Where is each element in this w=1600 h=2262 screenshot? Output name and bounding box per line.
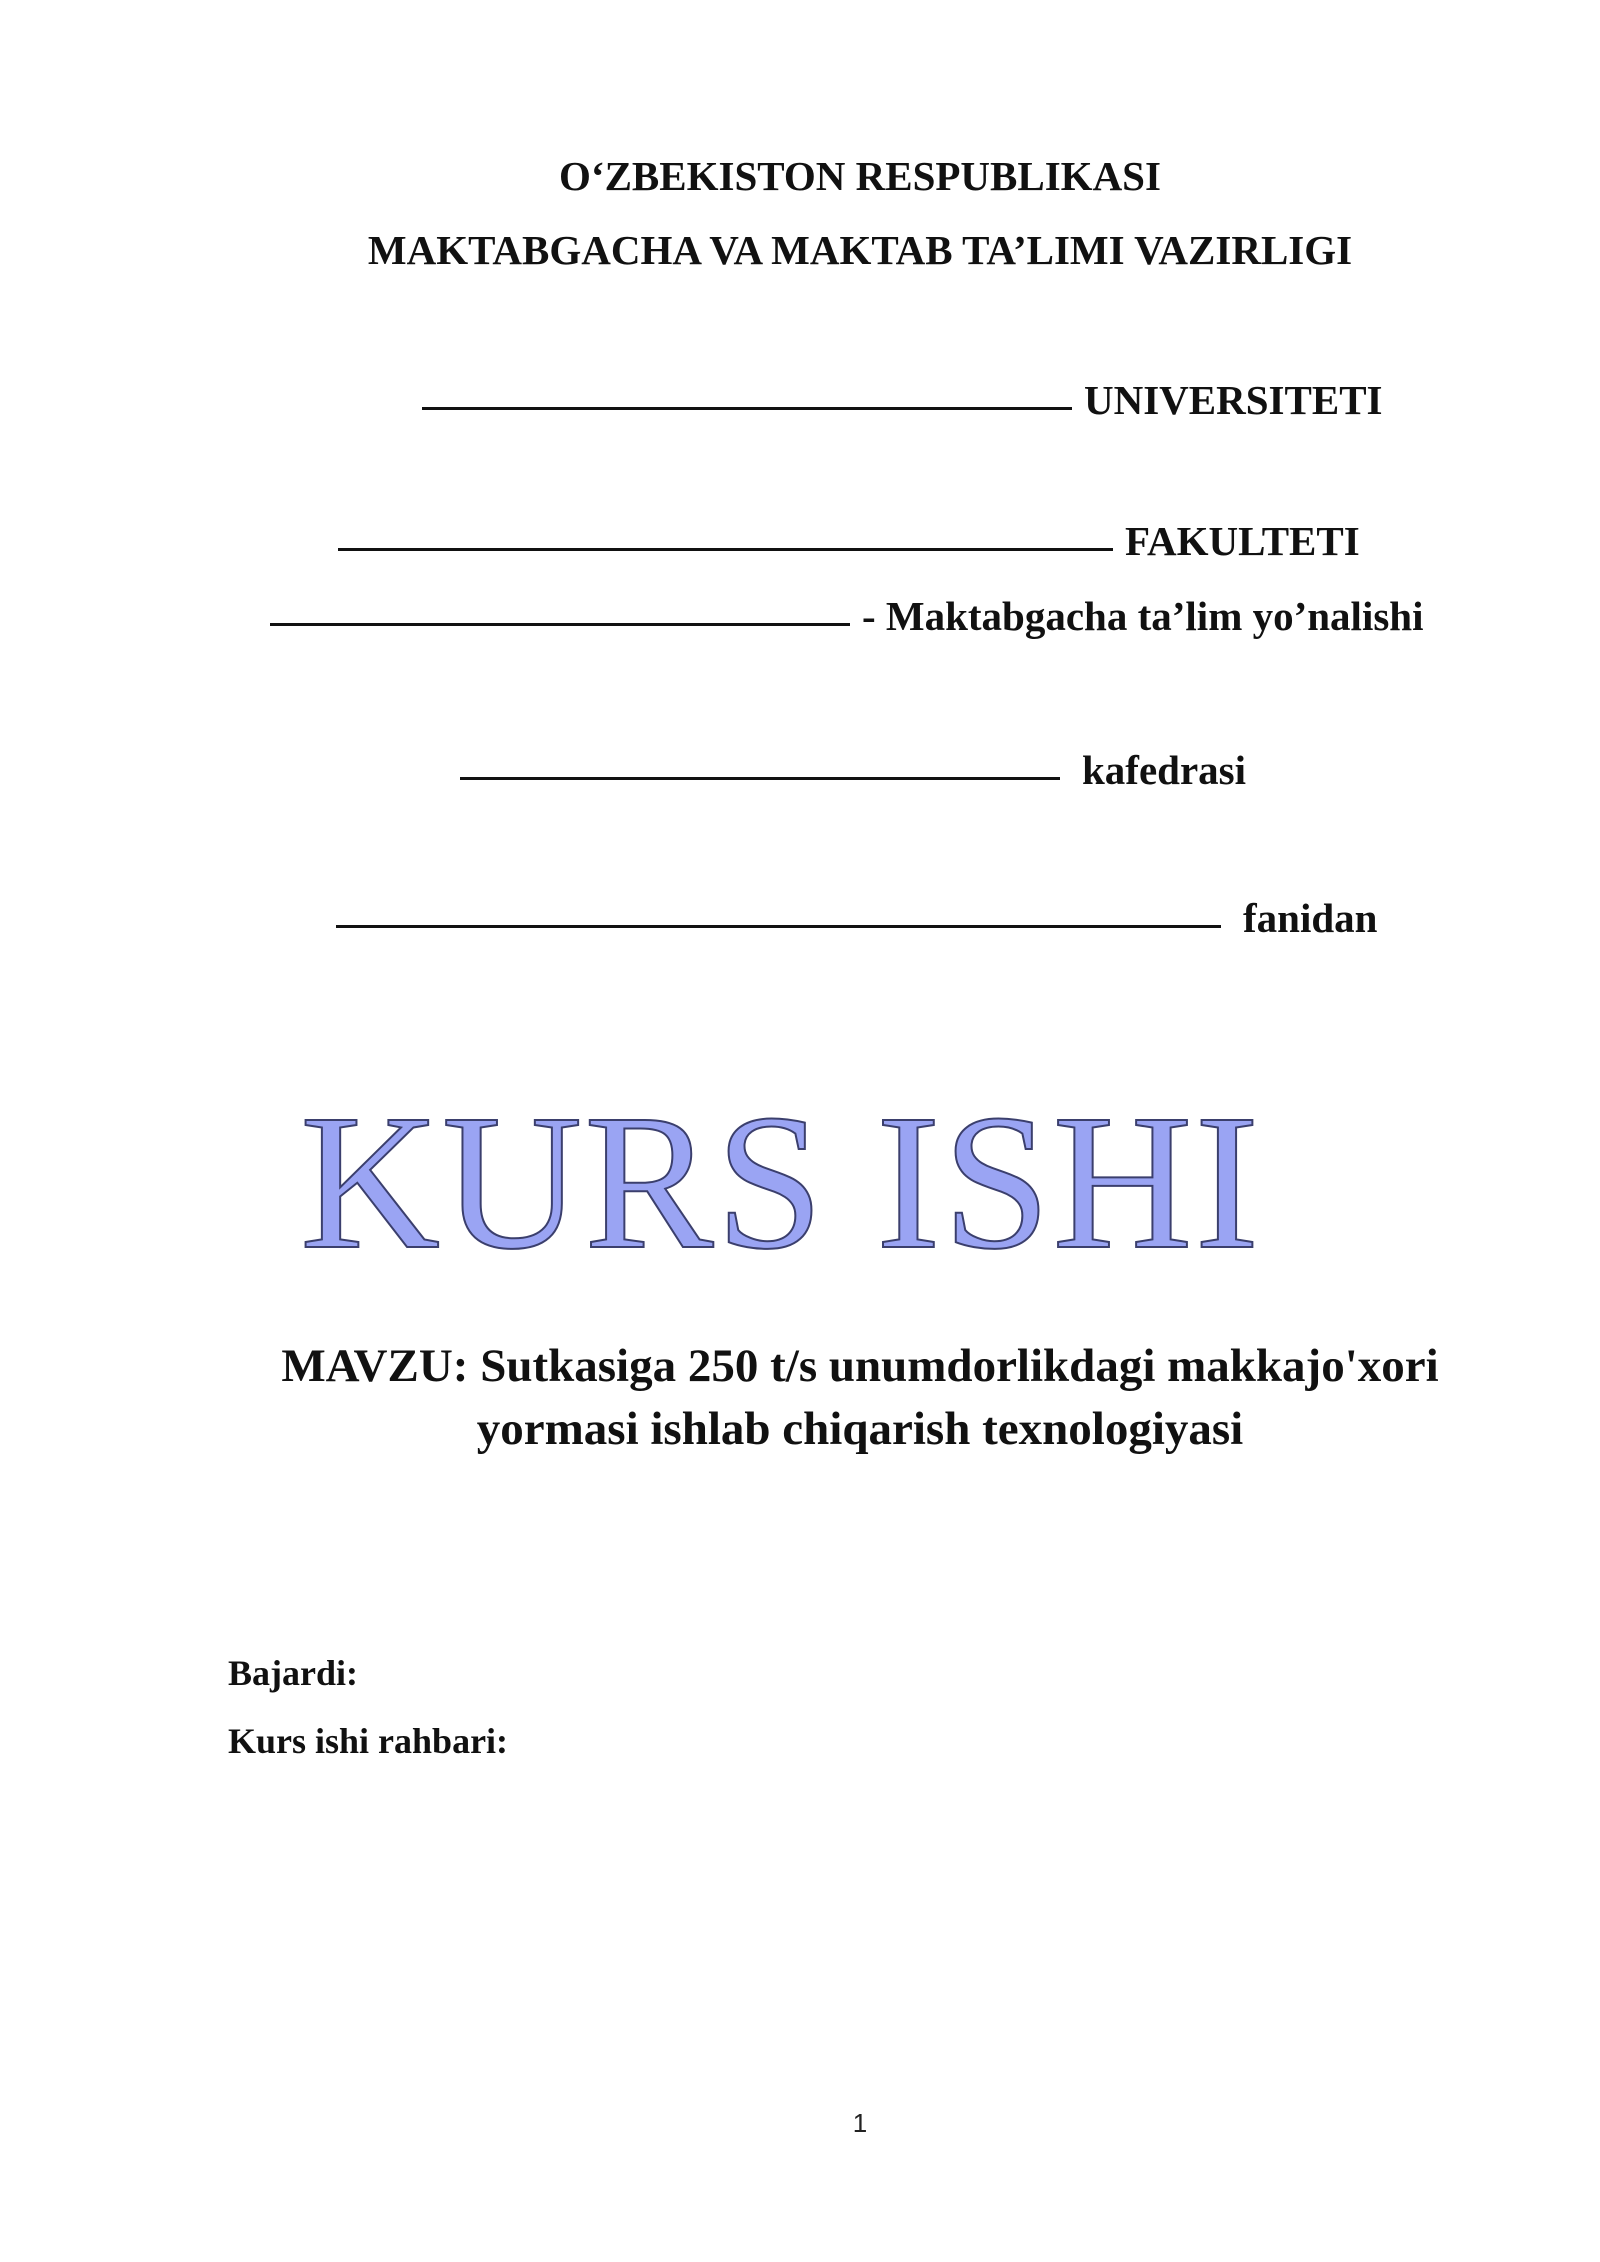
topic-line-2: yormasi ishlab chiqarish texnologiyasi xyxy=(476,1403,1244,1455)
faculty-row xyxy=(338,517,1360,565)
direction-label: - Maktabgacha ta’lim yo’nalishi xyxy=(862,593,1424,639)
faculty-blank xyxy=(338,548,1113,551)
page-number: 1 xyxy=(852,2108,868,2138)
supervisor-label: Kurs ishi rahbari: xyxy=(228,1721,509,1761)
course-work-title: KURS ISHI xyxy=(300,1074,1262,1289)
direction-row xyxy=(270,592,1424,640)
department-blank xyxy=(460,777,1060,780)
topic xyxy=(0,1335,1600,1461)
performer-label: Bajardi: xyxy=(228,1653,358,1693)
ministry-name: MAKTABGACHA VA MAKTAB TA’LIMI VAZIRLIGI xyxy=(367,227,1353,273)
department-label: kafedrasi xyxy=(1082,747,1246,793)
direction-blank xyxy=(270,623,850,626)
faculty-label: FAKULTETI xyxy=(1125,518,1360,564)
subject-blank xyxy=(336,925,1221,928)
topic-line-1: MAVZU: Sutkasiga 250 t/s unumdorlikdagi makkajo'xori xyxy=(281,1340,1439,1392)
university-blank xyxy=(422,407,1072,410)
university-label: UNIVERSITETI xyxy=(1084,377,1383,423)
subject-label: fanidan xyxy=(1243,895,1378,941)
university-row xyxy=(422,376,1383,424)
department-row xyxy=(460,746,1246,794)
subject-row xyxy=(336,894,1377,942)
ministry-country: O‘ZBEKISTON RESPUBLIKASI xyxy=(559,153,1161,199)
